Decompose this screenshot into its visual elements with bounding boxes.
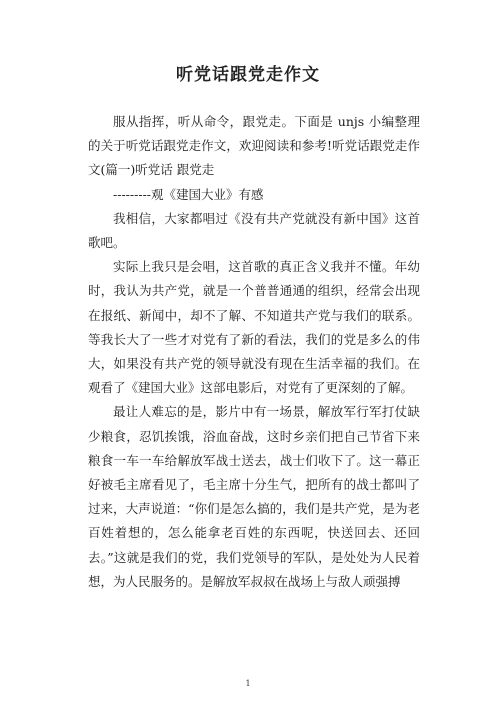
paragraph-childhood: 实际上我只是会唱，这首歌的真正含义我并不懂。年幼时，我认为共产党，就是一个普普通通的组织，经常会出现在报纸、新闻中，却不了解、不知道共产党与我们的联系。等我长大了一些才对党有了新的看法，我们的党是多么的伟大，如果没有共产党的领导就没有现在生活幸福的我们。在观看了《建国大业》这部电影后，对党有了更深刻的了解。 <box>88 259 420 396</box>
paragraph-intro: 服从指挥，听从命令，跟党走。下面是 unjs 小编整理的关于听党话跟党走作文，欢迎阅读和参考!听党话跟党走作文(篇一)听党话 跟党走 <box>88 114 420 178</box>
page-number: 1 <box>245 679 251 688</box>
paragraph-song: 我相信，大家都唱过《没有共产党就没有新中国》这首歌吧。 <box>88 210 420 251</box>
document-body <box>88 110 420 594</box>
paragraph-movie-scene: 最让人难忘的是，影片中有一场景，解放军行军打仗缺少粮食，忍饥挨饿，浴血奋战，这时乡亲们把自己节省下来粮食一车一车给解放军战士送去，战士们收下了。这一幕正好被毛主席看见了，毛主席十分生气，把所有的战士都叫了过来，大声说道：“你们是怎么搞的，我们是共产党，是为老百姓着想的，怎么能拿老百姓的东西呢，快送回去、还回去。”这就是我们的党，我们党领导的军队，是处处为人民着想，为人民服务的。是解放军叔叔在战场上与敌人顽强搏 <box>88 404 420 589</box>
document-title: 听党话跟党走作文 <box>176 65 320 85</box>
paragraph-subtitle: ---------观《建国大业》有感 <box>113 186 264 202</box>
